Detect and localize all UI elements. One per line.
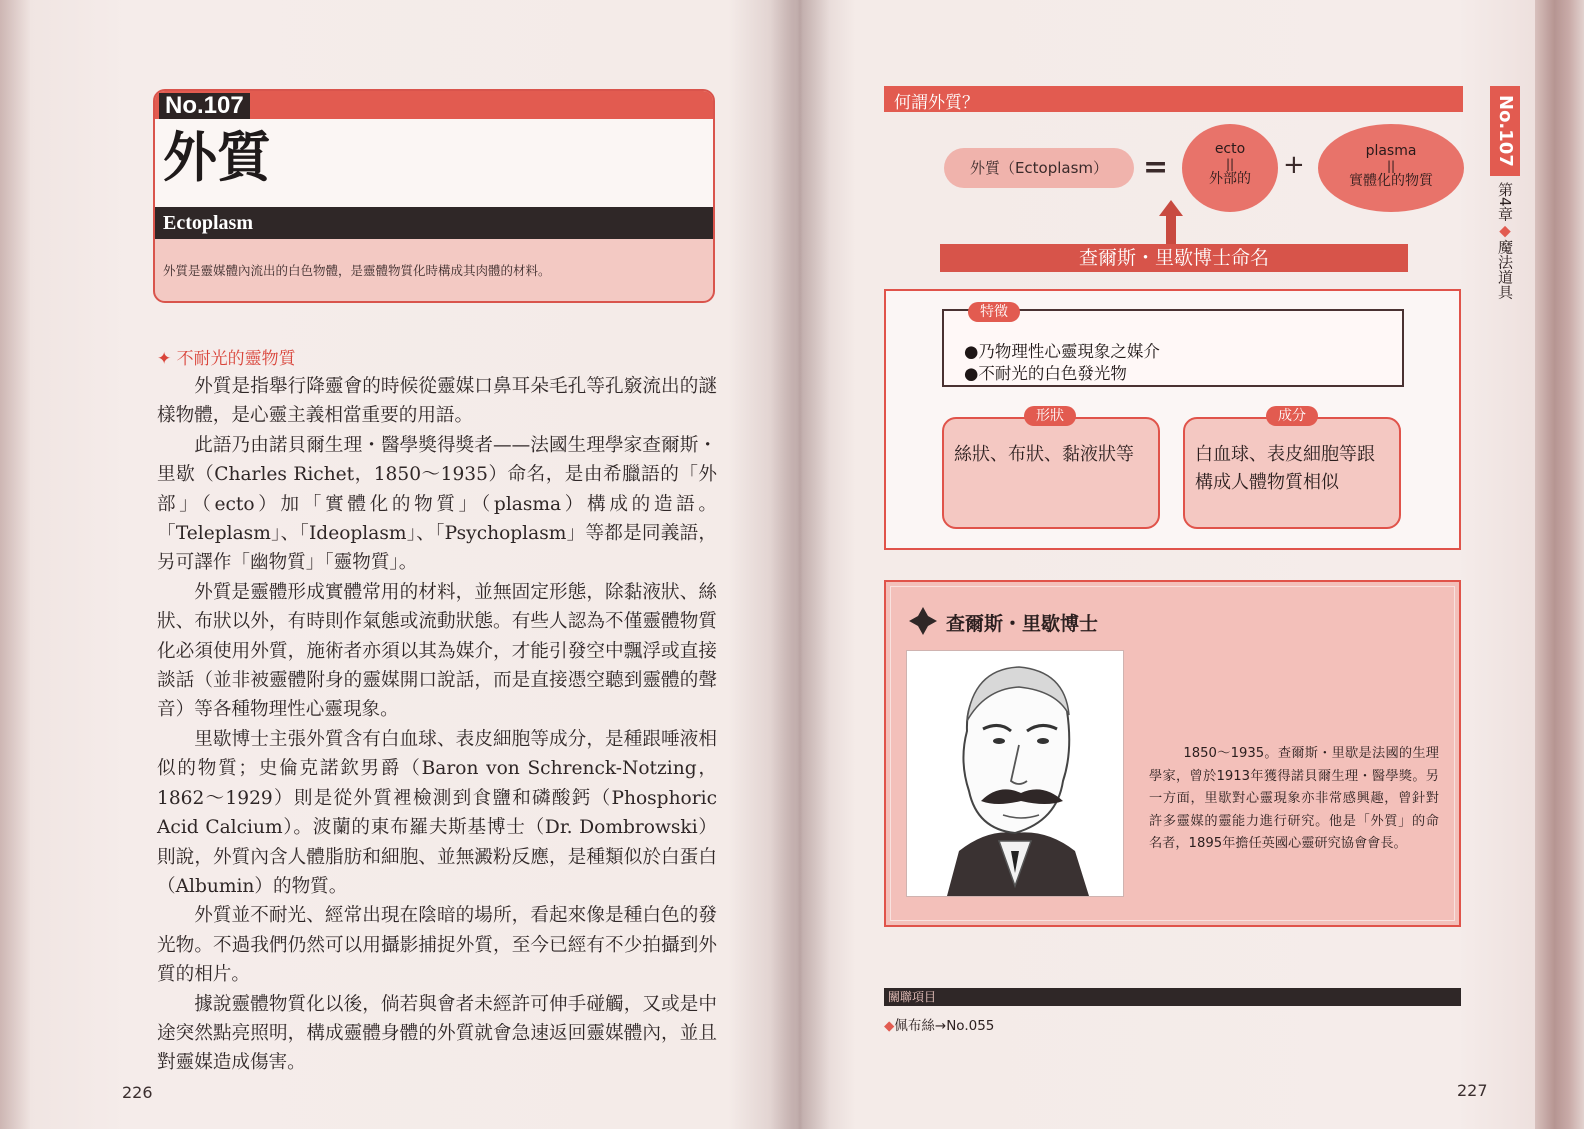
paragraph-4: 里歇博士主張外質含有白血球、表皮細胞等成分，是種跟唾液相似的物質；史倫克諾欽男爵（Baron von Schrenck-Notzing，1862～1929）則是從外質裡檢測到食鹽和磷酸鈣（Phosphoric Acid Calcium）。波蘭的東布羅夫斯基博士（Dr. Dombrowski）則說，外質內含人體脂肪和細胞、並無澱粉反應，是種類似於白蛋白（Albumin）的物質。 (157, 728, 717, 897)
related-item-text: 佩布絲→No.055 (894, 1018, 995, 1034)
paragraph-3: 外質是靈體形成實體常用的材料，並無固定形態，除黏液狀、絲狀、布狀以外，有時則作氣態或流動狀態。有些人認為不僅靈體物質化必須使用外質，施術者亦須以其為媒介，才能引發空中飄浮或直接談話（並非被靈體附身的靈媒開口說話，而是直接憑空聽到靈體的聲音）等各種物理性心靈現象。 (157, 581, 717, 721)
ecto-meaning: 外部的 (1209, 171, 1251, 187)
page-number-right: 227 (1457, 1081, 1488, 1100)
bio-heading: 查爾斯・里歇博士 (946, 613, 1099, 635)
related-label: 關聯項目 (888, 990, 937, 1004)
ecto-circle (1182, 124, 1278, 212)
feature-item-1: ●乃物理性心靈現象之媒介 (964, 342, 1160, 361)
bio-text: 1850～1935。查爾斯・里歇是法國的生理學家，曾於1913年獲得諾貝爾生理・醫學獎。另一方面，里歇對心靈現象亦非常感興趣，曾針對許多靈媒的靈能力進行研究。他是「外質」的命名者，1895年擔任英國心靈研究協會會長。 (1149, 746, 1439, 851)
diagram-heading: 何謂外質？ (894, 93, 979, 113)
paragraph-6: 據說靈體物質化以後，倘若與會者未經許可伸手碰觸，又或是中途突然點亮照明，構成靈體身體的外質就會急速返回靈媒體內，並且對靈媒造成傷害。 (157, 993, 717, 1074)
side-tab-number: No.107 (1490, 86, 1520, 176)
term-pill: 外質（Ectoplasm） (944, 148, 1134, 188)
related-bar (884, 988, 1461, 1006)
diamond-bullet-icon: ◆ (884, 1018, 895, 1034)
features-label: 特徵 (968, 302, 1020, 322)
composition-box: 白血球、表皮細胞等跟構成人體物質相似 (1183, 417, 1401, 529)
up-arrow-icon (1159, 200, 1183, 244)
side-chapter-tab (1490, 86, 1520, 1076)
paragraph-1: 外質是指舉行降靈會的時候從靈媒口鼻耳朵毛孔等孔竅流出的謎樣物體，是心靈主義相當重要的用語。 (157, 376, 717, 427)
side-tab-chapter-name: 魔法道具 (1496, 239, 1514, 300)
side-tab-diamond-icon: ◆ (1496, 221, 1514, 240)
diamond-flower-icon (908, 606, 938, 636)
paragraph-2: 此語乃由諾貝爾生理・醫學獎得獎者——法國生理學家查爾斯・里歇（Charles Richet，1850～1935）命名，是由希臘語的「外部」（ecto）加「實體化的物質」（plasma）構成的造語。「Teleplasm」、「Ideoplasm」、「Psychoplasm」等都是同義語，另可譯作「幽物質」「靈物質」。 (157, 434, 717, 574)
entry-number: No.107 (159, 93, 250, 119)
plasma-circle (1318, 124, 1464, 212)
shape-label: 形狀 (1024, 406, 1076, 426)
side-tab-chapter-prefix: 第4章 (1496, 182, 1514, 222)
portrait-illustration (906, 650, 1124, 897)
shape-box: 絲狀、布狀、黏液狀等 (942, 417, 1160, 529)
diagram-heading-bar (884, 86, 1463, 112)
related-item[interactable] (884, 1014, 994, 1034)
equals-sign: = (1143, 150, 1169, 185)
right-page-edge (1535, 0, 1584, 1129)
page-number-left: 226 (122, 1083, 153, 1102)
plasma-meaning: 實體化的物質 (1349, 173, 1433, 189)
plus-sign: + (1283, 150, 1305, 180)
plasma-equals: || (1386, 159, 1396, 173)
feature-item-2: ●不耐光的白色發光物 (964, 364, 1127, 383)
entry-english-title: Ectoplasm (155, 207, 713, 239)
left-page-edge (0, 0, 30, 1129)
side-tab-chapter (1494, 182, 1516, 300)
entry-summary: 外質是靈媒體內流出的白色物體，是靈體物質化時構成其肉體的材料。 (163, 263, 551, 278)
paragraph-5: 外質並不耐光、經常出現在陰暗的場所，看起來像是種白色的發光物。不過我們仍然可以用攝影捕捉外質，至今已經有不少拍攝到外質的相片。 (157, 905, 717, 986)
plasma-word: plasma (1365, 143, 1417, 159)
entry-header-box (153, 89, 715, 303)
book-gutter (770, 0, 830, 1129)
entry-title: 外質 (163, 125, 271, 189)
section-heading: ✦ 不耐光的靈物質 (157, 349, 296, 369)
body-text (157, 372, 717, 1078)
composition-label: 成分 (1266, 406, 1318, 426)
namer-bar: 查爾斯・里歇博士命名 (940, 244, 1408, 272)
ecto-equals: || (1225, 157, 1235, 171)
ecto-word: ecto (1214, 141, 1246, 157)
